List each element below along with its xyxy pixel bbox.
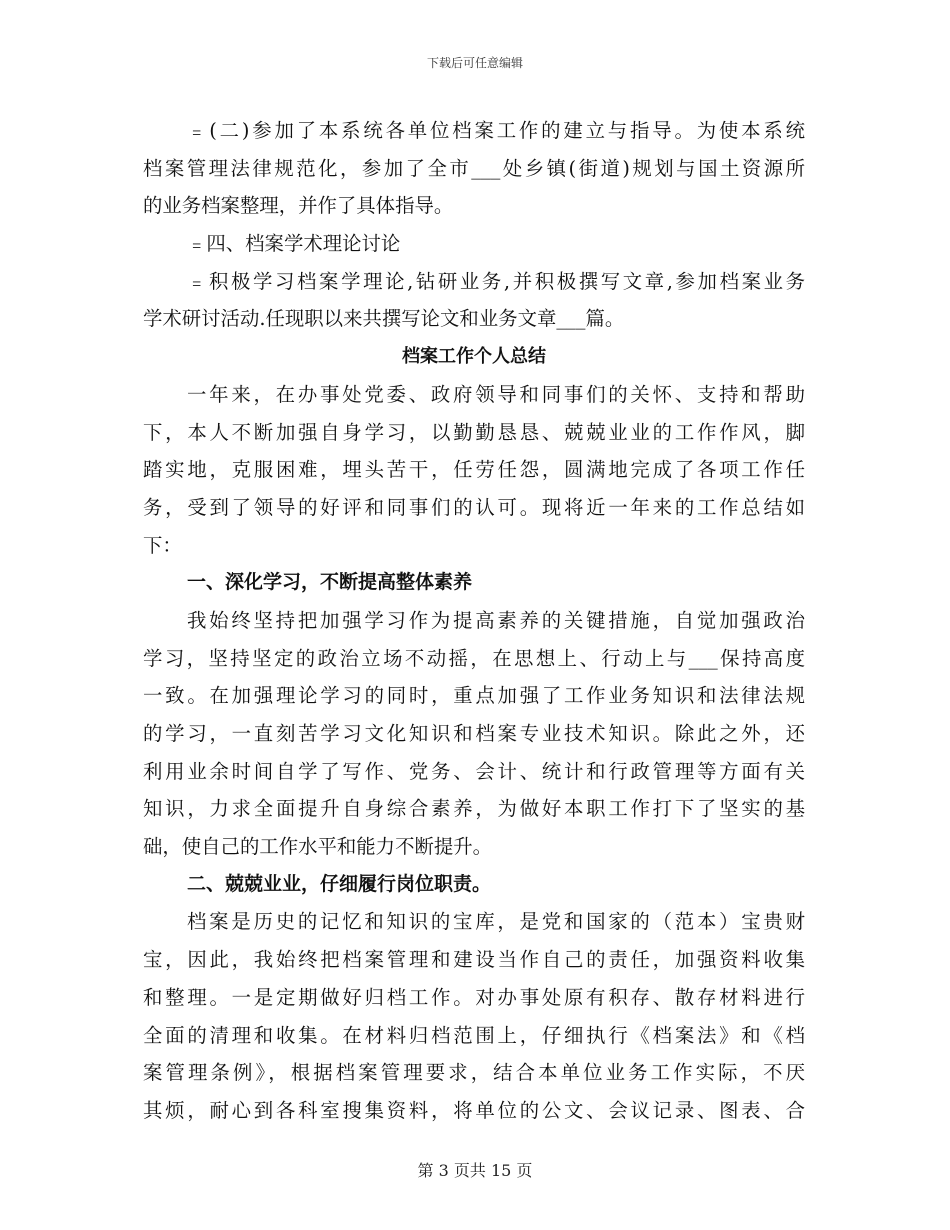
text-line: 学习，坚持坚定的政治立场不动摇，在思想上、行动上与___保持高度	[143, 646, 805, 670]
text-line: 学术研讨活动.任现职以来共撰写论文和业务文章___篇。	[143, 307, 625, 331]
text-line: 其烦，耐心到各科室搜集资料，将单位的公文、会议记录、图表、合	[143, 1098, 805, 1122]
section-heading: 二、兢兢业业，仔细履行岗位职责。	[187, 872, 492, 895]
text-line: 全面的清理和收集。在材料归档范围上，仔细执行《档案法》和《档	[143, 1023, 805, 1047]
page-number: 第 3 页共 15 页	[417, 1161, 533, 1180]
section-title: 档案工作个人总结	[402, 346, 546, 368]
text-line: 的业务档案整理，并作了具体指导。	[143, 194, 454, 218]
text-line: ﹦(二)参加了本系统各单位档案工作的建立与指导。为使本系统	[187, 119, 805, 142]
text-line: 一年来，在办事处党委、政府领导和同事们的关怀、支持和帮助	[187, 382, 805, 406]
text-line: 我始终坚持把加强学习作为提高素养的关键措施，自觉加强政治	[187, 608, 805, 632]
text-line: 务，受到了领导的好评和同事们的认可。现将近一年来的工作总结如	[143, 495, 805, 519]
text-line: 和整理。一是定期做好归档工作。对办事处原有积存、散存材料进行	[143, 985, 805, 1009]
page-header: 下载后可任意编辑	[426, 56, 523, 70]
document-body	[143, 112, 805, 1130]
text-line: 宝，因此，我始终把档案管理和建设当作自己的责任，加强资料收集	[143, 948, 805, 972]
text-line: 利用业余时间自学了写作、党务、会计、统计和行政管理等方面有关	[143, 759, 805, 783]
text-line: 的学习，一直刻苦学习文化知识和档案专业技术知识。除此之外，还	[143, 722, 805, 745]
text-line: 档案是历史的记忆和知识的宝库，是党和国家的（范本）宝贵财	[187, 910, 805, 934]
text-line: ﹦积极学习档案学理论,钻研业务,并积极撰写文章,参加档案业务	[187, 269, 805, 293]
text-line: 础，使自己的工作水平和能力不断提升。	[143, 835, 493, 859]
text-line: 档案管理法律规范化，参加了全市___处乡镇(街道)规划与国土资源所	[143, 156, 805, 180]
text-line: 知识，力求全面提升自身综合素养，为做好本职工作打下了坚实的基	[143, 797, 805, 821]
text-line: 踏实地，克服困难，埋头苦干，任劳任怨，圆满地完成了各项工作任	[143, 458, 805, 482]
text-line: 案管理条例》，根据档案管理要求，结合本单位业务工作实际，不厌	[143, 1061, 805, 1085]
text-line: ﹦四、档案学术理论讨论	[187, 232, 401, 256]
section-heading: 一、深化学习，不断提高整体素养	[187, 571, 473, 594]
text-line: 一致。在加强理论学习的同时，重点加强了工作业务知识和法律法规	[143, 684, 805, 708]
text-line: 下，本人不断加强自身学习，以勤勤恳恳、兢兢业业的工作作风，脚	[143, 420, 805, 444]
text-line: 下：	[143, 533, 182, 557]
